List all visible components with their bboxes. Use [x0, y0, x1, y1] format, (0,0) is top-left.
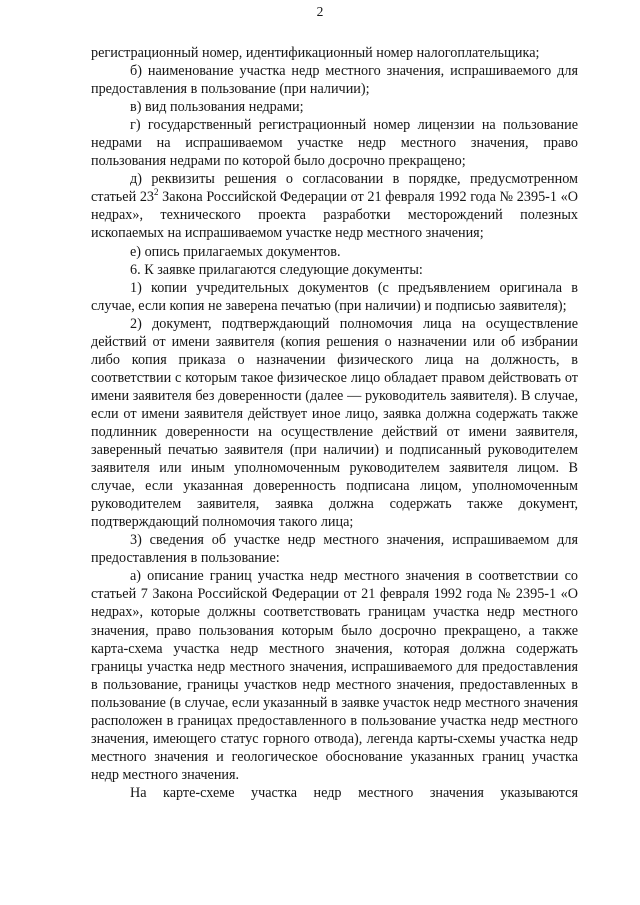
article-superscript: 2 [154, 187, 159, 198]
document-body [91, 44, 578, 802]
paragraph-doc-2: 2) документ, подтверждающий полномочия лица на осуществление действий от имени заявителя (копия решения о назначении или об избрании либо копия приказа о назначении физического лица на должность, в соответствии с которым такое физическое лицо обладает правом действовать от имени заявителя без доверенности (далее — руководитель заявителя). В случае, если от имени заявителя действует иное лицо, заявка должна содержать также подлинник доверенности на осуществление действий от имени заявителя, заверенный печатью заявителя (при наличии) и подписанный руководителем заявителя или иным уполномоченным руководителем заявителя лицом. В случае, если указанная доверенность подписана лицом, уполномоченным руководителем заявителя, заявка должна содержать также документ, подтверждающий полномочия такого лица; [91, 315, 578, 531]
paragraph-item-b: б) наименование участка недр местного значения, испрашиваемого для предоставления в пользование (при наличии); [91, 63, 578, 98]
paragraph-doc-1: 1) копии учредительных документов (с предъявлением оригинала в случае, если копия не заверена печатью (при наличии) и подписью заявителя); [91, 279, 578, 314]
paragraph-item-g: г) государственный регистрационный номер лицензии на пользование недрами на испрашиваемом участке недр местного значения, право пользования недрами по которой было досрочно прекращено; [91, 117, 578, 170]
paragraph-item-d [91, 170, 578, 242]
paragraph-doc-3a: а) описание границ участка недр местного значения в соответствии со статьей 7 Закона Российской Федерации от 21 февраля 1992 года № 2395-1 «О недрах», которые должны соответствовать границам участка недр местного значения, право пользования которым было досрочно прекращено, а также карта-схема участка недр местного значения, которая должна содержать границы участка недр местного значения, испрашиваемого для предоставления в пользование, границы участков недр местного значения, предоставленных в пользование (в случае, если указанный в заявке участок недр местного значения расположен в границах предоставленного в пользование участка недр местного значения, имеющего статус горного отвода), легенда карты-схемы участка недр местного значения и геологическое обоснование указанных границ участка недр местного значения. [91, 568, 578, 783]
paragraph-section-6: 6. К заявке прилагаются следующие документы: [130, 261, 423, 278]
paragraph-map-scheme: На карте-схеме участка недр местного значения указываются [130, 784, 578, 801]
paragraph-item-v: в) вид пользования недрами; [130, 99, 304, 116]
paragraph-item-d-text-cont: Закона Российской Федерации от 21 февраля 1992 года № 2395-1 «О недрах», технического проекта разработки месторождений полезных ископаемых на испрашиваемом участке недр местного значения; [91, 189, 578, 242]
paragraph-taxpayer-id: регистрационный номер, идентификационный номер налогоплательщика; [91, 45, 540, 61]
paragraph-item-e: е) опись прилагаемых документов. [130, 243, 341, 260]
page-number: 2 [316, 4, 324, 19]
paragraph-doc-3: 3) сведения об участке недр местного значения, испрашиваемом для предоставления в пользование: [91, 532, 578, 567]
paragraph-item-d-text: д) реквизиты решения о согласовании в порядке, предусмотренном статьей 23 [91, 171, 578, 206]
